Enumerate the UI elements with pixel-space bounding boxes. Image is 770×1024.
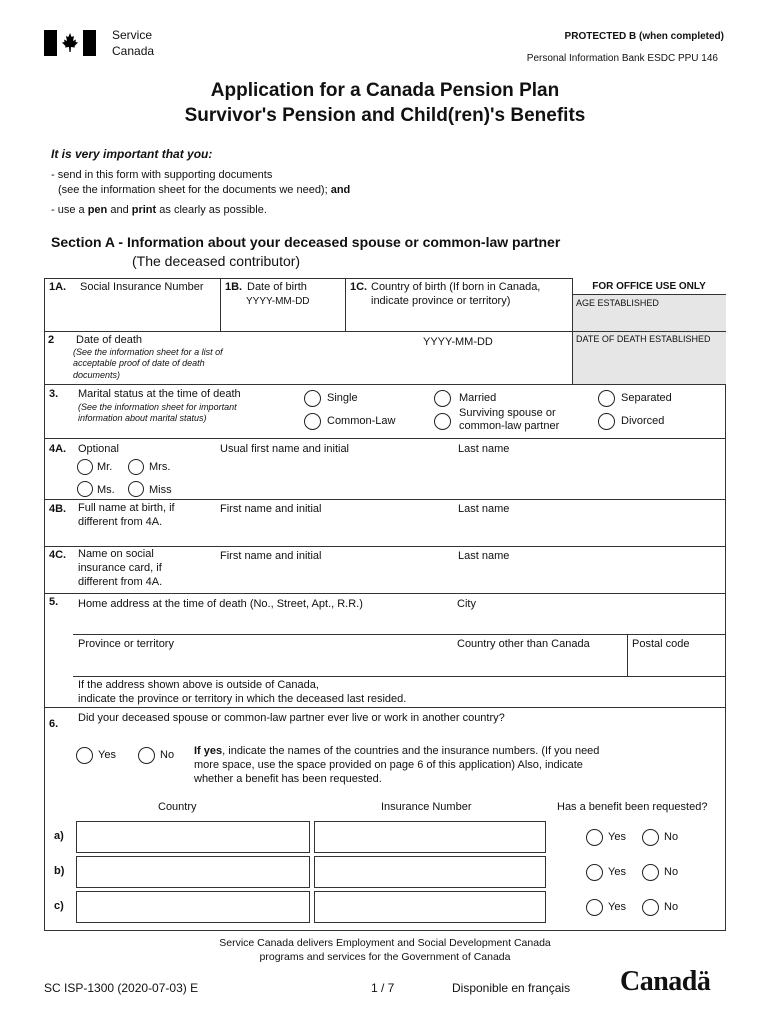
field-2-format: YYYY-MM-DD <box>423 336 493 348</box>
office-use-title: FOR OFFICE USE ONLY <box>592 281 706 292</box>
country-of-birth-input[interactable] <box>347 310 571 330</box>
field-4c-label: Name on social insurance card, if different from 4A. <box>78 548 163 588</box>
ms-label: Ms. <box>97 484 115 496</box>
intro-and: and <box>330 184 351 196</box>
surviving-spouse-radio[interactable] <box>434 413 451 430</box>
field-1c-label-2: indicate province or territory) <box>371 295 511 307</box>
benefit-yes-label-c: Yes <box>608 901 626 913</box>
single-radio[interactable] <box>304 390 321 407</box>
intro-bullet-1-text: (see the information sheet for the documents we need); <box>58 184 328 196</box>
common-law-radio[interactable] <box>304 413 321 430</box>
sin-card-first-name-input[interactable] <box>218 565 446 591</box>
form-id: SC ISP-1300 (2020-07-03) E <box>44 981 199 995</box>
other-country-yes-radio[interactable] <box>76 747 93 764</box>
country-input-a[interactable] <box>76 821 310 853</box>
col-country-header: Country <box>158 801 197 813</box>
canada-flag-icon <box>44 30 96 56</box>
married-radio[interactable] <box>434 390 451 407</box>
separated-label: Separated <box>621 392 672 404</box>
page-number: 1 / 7 <box>371 981 395 995</box>
field-4b-number: 4B. <box>49 503 67 515</box>
canada-wordmark: Canadä <box>620 966 711 997</box>
field-1c-number: 1C. <box>350 281 368 293</box>
field-4a-number: 4A. <box>49 443 67 455</box>
field-4a-first-label: Usual first name and initial <box>220 443 350 455</box>
field-3-number: 3. <box>49 388 59 400</box>
field-2-label: Date of death <box>76 334 143 346</box>
usual-first-name-input[interactable] <box>218 458 446 496</box>
dept-name-line2: Canada <box>112 44 155 58</box>
divorced-label: Divorced <box>621 415 665 427</box>
other-country-yes-label: Yes <box>98 749 116 761</box>
intro-heading: It is very important that you: <box>51 147 213 161</box>
mrs-radio[interactable] <box>128 459 144 475</box>
footer-line-1: Service Canada delivers Employment and Social Development Canada <box>219 937 551 949</box>
field-4c-last-label: Last name <box>458 550 510 562</box>
single-label: Single <box>327 392 358 404</box>
married-label: Married <box>459 392 497 404</box>
date-of-death-input[interactable] <box>240 350 570 382</box>
benefit-yes-radio-b[interactable] <box>586 864 603 881</box>
field-1c-label: Country of birth (If born in Canada, <box>371 281 541 293</box>
insurance-input-c[interactable] <box>314 891 546 923</box>
postal-code-input[interactable] <box>630 653 723 674</box>
office-age-label: AGE ESTABLISHED <box>576 298 659 308</box>
field-4a-optional: Optional <box>78 443 119 455</box>
benefit-yes-radio-a[interactable] <box>586 829 603 846</box>
province-input[interactable] <box>76 653 450 674</box>
field-4a-last-label: Last name <box>458 443 510 455</box>
other-country-no-label: No <box>160 749 175 761</box>
page-title-line2: Survivor's Pension and Child(ren)'s Benefits <box>184 105 586 126</box>
page-title-line1: Application for a Canada Pension Plan <box>210 80 560 101</box>
country-other-input[interactable] <box>455 653 625 674</box>
intro-bullet-2-b: as clearly as possible. <box>159 204 267 216</box>
benefit-yes-label-b: Yes <box>608 866 626 878</box>
benefit-yes-radio-c[interactable] <box>586 899 603 916</box>
french-availability: Disponible en français <box>452 981 571 995</box>
field-4c-first-label: First name and initial <box>220 550 322 562</box>
field-6-label: Did your deceased spouse or common-law partner ever live or work in another country? <box>78 712 505 724</box>
field-5-country-label: Country other than Canada <box>457 638 590 650</box>
benefit-no-label-c: No <box>664 901 679 913</box>
birth-last-name-input[interactable] <box>456 518 722 544</box>
miss-label: Miss <box>149 484 172 496</box>
dept-name-line1: Service <box>112 28 153 42</box>
field-1a-label: Social Insurance Number <box>80 281 204 293</box>
home-address-input[interactable] <box>76 612 450 632</box>
field-2-note: (See the information sheet for a list of acceptable proof of date of death documents) <box>73 347 223 380</box>
field-1b-format: YYYY-MM-DD <box>246 296 310 307</box>
benefit-no-radio-b[interactable] <box>642 864 659 881</box>
col-insurance-header: Insurance Number <box>381 801 472 813</box>
sin-input[interactable] <box>46 296 218 330</box>
sin-card-last-name-input[interactable] <box>456 565 722 591</box>
field-6-if-yes: If yes <box>194 745 223 757</box>
intro-bullet-1: - send in this form with supporting documents <box>51 169 273 181</box>
field-4b-last-label: Last name <box>458 503 510 515</box>
field-4c-number: 4C. <box>49 549 67 561</box>
city-input[interactable] <box>455 612 723 632</box>
intro-print: print <box>131 204 157 216</box>
field-5-postal-label: Postal code <box>632 638 690 650</box>
country-input-c[interactable] <box>76 891 310 923</box>
benefit-no-label-a: No <box>664 831 679 843</box>
protected-label: PROTECTED B (when completed) <box>564 31 724 42</box>
intro-bullet-1-cont <box>58 184 350 196</box>
ms-radio[interactable] <box>77 481 93 497</box>
section-a-subtitle: (The deceased contributor) <box>132 253 301 269</box>
row-label: b) <box>54 865 65 877</box>
col-benefit-header: Has a benefit been requested? <box>557 801 708 813</box>
intro-bullet-2-a: - use a <box>51 204 85 216</box>
field-5-label: Home address at the time of death (No., Street, Apt., R.R.) <box>78 598 363 610</box>
field-5-city-label: City <box>457 598 476 610</box>
field-1b-label: Date of birth <box>247 281 307 293</box>
field-5-note-1: If the address shown above is outside of Canada, <box>78 679 319 691</box>
separated-radio[interactable] <box>598 390 615 407</box>
info-bank-label: Personal Information Bank ESDC PPU 146 <box>526 53 718 64</box>
field-5-note-2: indicate the province or territory in which the deceased last resided. <box>78 693 407 705</box>
field-6-instr-text: , indicate the names of the countries and the insurance numbers. (If you need more space, use the space provided on page 6 of this application) Also, indicate whether a benefit has been requested. <box>194 745 600 785</box>
field-6-number: 6. <box>49 718 59 730</box>
mr-label: Mr. <box>97 461 113 473</box>
field-4b-label: Full name at birth, if different from 4A. <box>78 502 175 528</box>
intro-bullet-2-and: and <box>110 204 129 216</box>
birth-date-input[interactable] <box>222 310 343 330</box>
field-5-province-label: Province or territory <box>78 638 174 650</box>
miss-radio[interactable] <box>128 481 144 497</box>
benefit-yes-label-a: Yes <box>608 831 626 843</box>
field-5-number: 5. <box>49 596 59 608</box>
insurance-input-a[interactable] <box>314 821 546 853</box>
field-4b-first-label: First name and initial <box>220 503 322 515</box>
field-6-instructions <box>194 745 624 786</box>
field-3-label: Marital status at the time of death <box>78 388 241 400</box>
field-1b-number: 1B. <box>225 281 243 293</box>
field-2-number: 2 <box>48 334 55 346</box>
intro-bullet-2 <box>51 204 267 216</box>
field-1a-number: 1A. <box>49 281 67 293</box>
last-name-input[interactable] <box>456 458 722 496</box>
benefit-no-radio-a[interactable] <box>642 829 659 846</box>
benefit-no-radio-c[interactable] <box>642 899 659 916</box>
benefit-no-label-b: No <box>664 866 679 878</box>
section-a-title: Section A - Information about your deceased spouse or common-law partner <box>51 234 561 250</box>
row-label: a) <box>54 830 64 842</box>
footer-line-2: programs and services for the Government of Canada <box>259 951 511 963</box>
row-label: c) <box>54 900 64 912</box>
other-country-no-radio[interactable] <box>138 747 155 764</box>
mrs-label: Mrs. <box>149 461 171 473</box>
insurance-input-b[interactable] <box>314 856 546 888</box>
mr-radio[interactable] <box>77 459 93 475</box>
intro-pen: pen <box>87 204 108 216</box>
office-death-label: DATE OF DEATH ESTABLISHED <box>576 334 711 344</box>
surviving-spouse-label: Surviving spouse or common-law partner <box>459 407 560 432</box>
birth-first-name-input[interactable] <box>218 518 446 544</box>
common-law-label: Common-Law <box>327 415 396 427</box>
divorced-radio[interactable] <box>598 413 615 430</box>
field-3-note: (See the information sheet for important information about marital status) <box>78 402 237 424</box>
country-input-b[interactable] <box>76 856 310 888</box>
